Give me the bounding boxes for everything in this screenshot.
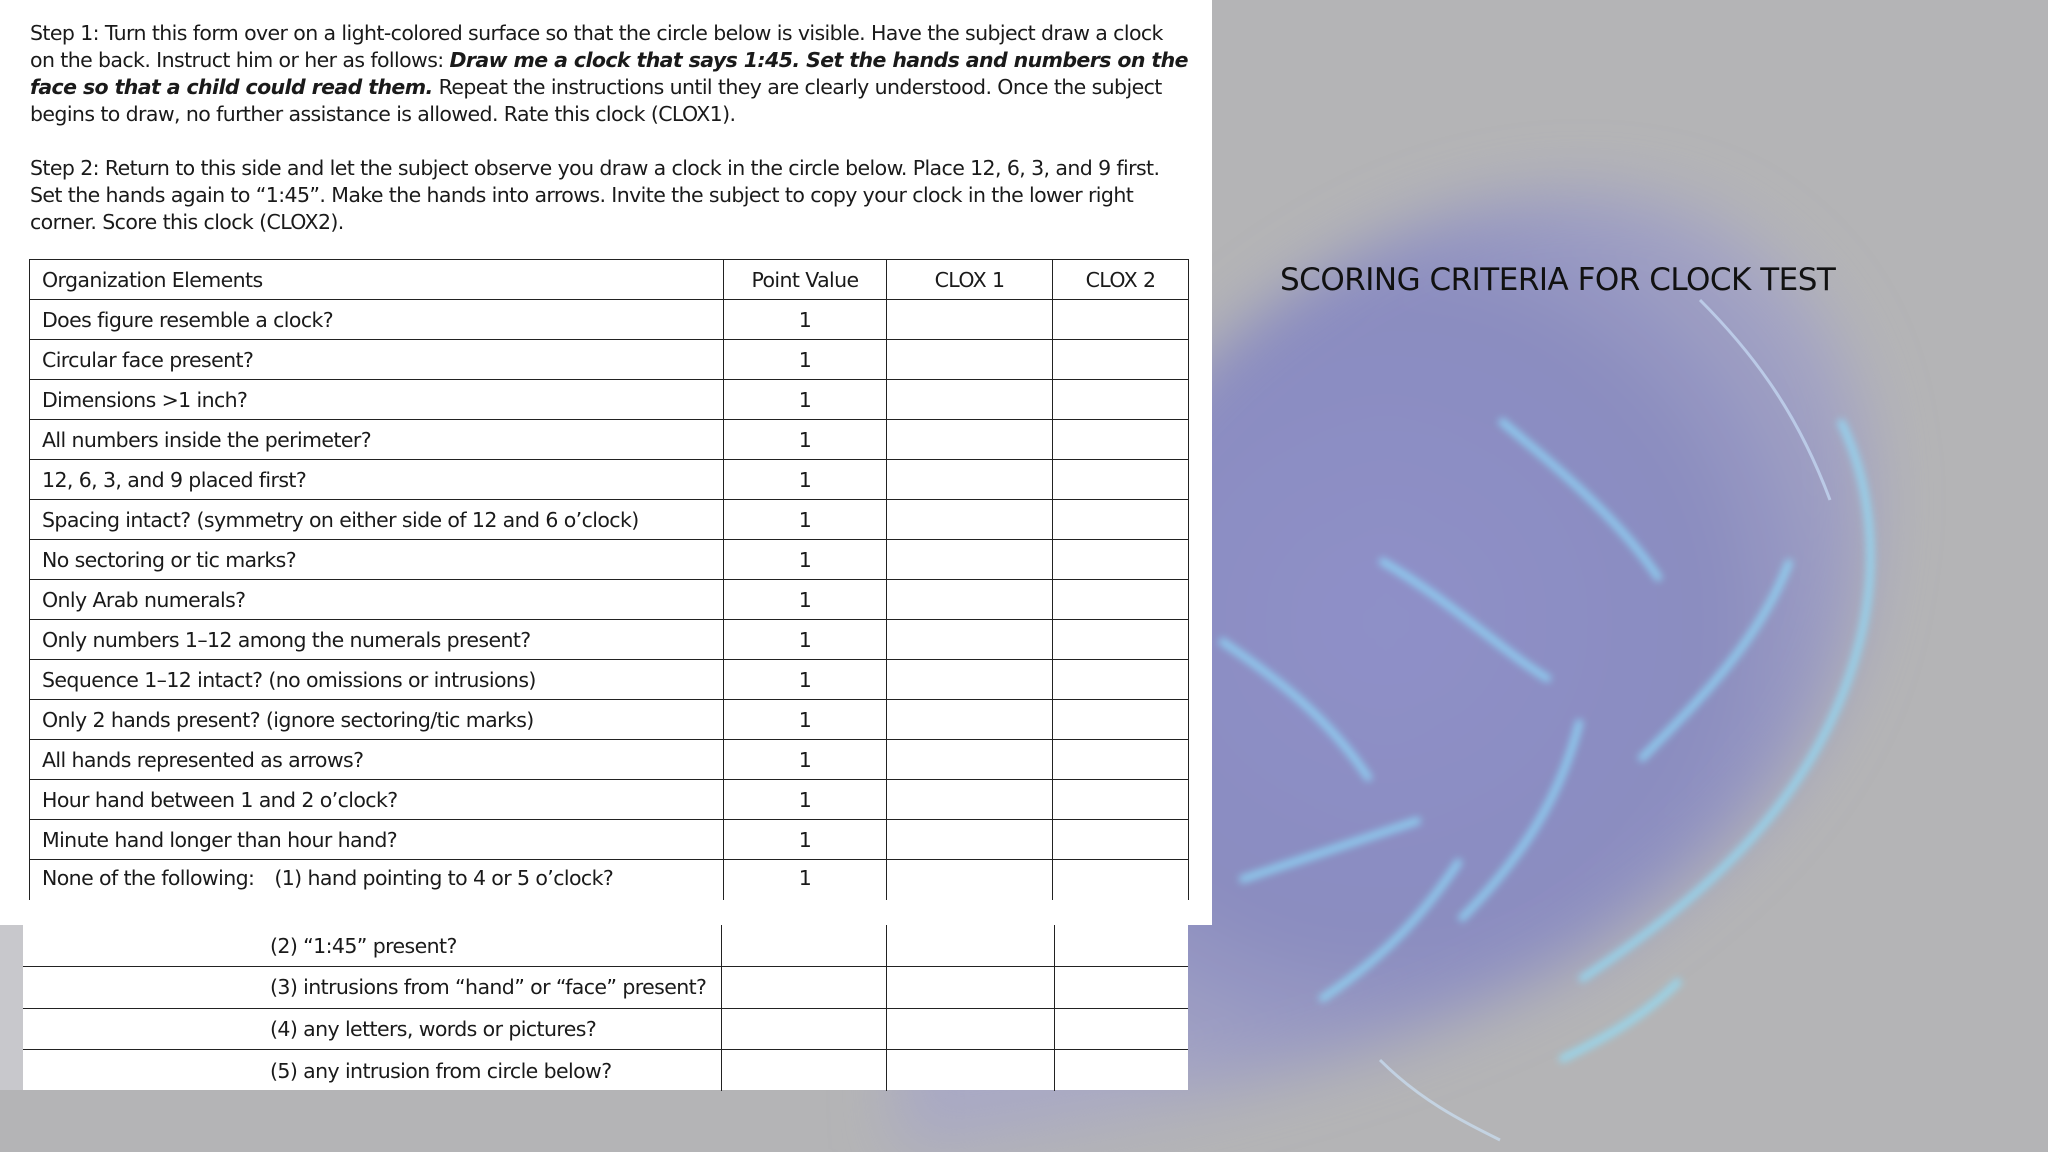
table-row bbox=[23, 1008, 1188, 1050]
table-row bbox=[30, 580, 1189, 620]
clox-1-score-cell[interactable] bbox=[887, 820, 1053, 860]
table-row bbox=[30, 380, 1189, 420]
organization-element: Circular face present? bbox=[30, 340, 724, 380]
clox-2-score-cell[interactable] bbox=[1053, 580, 1189, 620]
clox-1-score-cell[interactable] bbox=[887, 460, 1053, 500]
clox-1-score-cell[interactable] bbox=[887, 740, 1053, 780]
clox-2-score-cell[interactable] bbox=[1053, 700, 1189, 740]
none-prefix: None of the following: bbox=[42, 866, 255, 890]
organization-element: All numbers inside the perimeter? bbox=[30, 420, 724, 460]
point-value: 1 bbox=[724, 380, 887, 420]
clox-1-score-cell[interactable] bbox=[887, 300, 1053, 340]
organization-element: Hour hand between 1 and 2 o’clock? bbox=[30, 780, 724, 820]
step-1-emphasis: Draw me a clock that says 1:45. Set the hands and numbers on the face so that a child could read them. bbox=[30, 48, 1188, 99]
header-organization-elements: Organization Elements bbox=[30, 260, 724, 300]
clox-2-score-cell[interactable] bbox=[1053, 620, 1189, 660]
header-clox-1: CLOX 1 bbox=[887, 260, 1053, 300]
clox-2-score-cell[interactable] bbox=[1053, 460, 1189, 500]
organization-element: No sectoring or tic marks? bbox=[30, 540, 724, 580]
point-value: 1 bbox=[724, 540, 887, 580]
table-row bbox=[30, 500, 1189, 540]
table-row bbox=[30, 620, 1189, 660]
clox-1-score-cell[interactable] bbox=[886, 1050, 1054, 1092]
scoring-table bbox=[29, 259, 1189, 900]
point-value: 1 bbox=[724, 780, 887, 820]
clox-2-score-cell[interactable] bbox=[1053, 780, 1189, 820]
table-row bbox=[30, 740, 1189, 780]
organization-element bbox=[30, 860, 724, 900]
point-value bbox=[721, 967, 886, 1009]
clox-1-score-cell[interactable] bbox=[887, 540, 1053, 580]
point-value: 1 bbox=[724, 660, 887, 700]
point-value: 1 bbox=[724, 460, 887, 500]
none-of-following-subtable bbox=[23, 925, 1188, 1091]
clox-2-score-cell[interactable] bbox=[1053, 820, 1189, 860]
clox-1-score-cell[interactable] bbox=[886, 1008, 1054, 1050]
point-value: 1 bbox=[724, 820, 887, 860]
table-row bbox=[23, 1050, 1188, 1092]
organization-element: 12, 6, 3, and 9 placed first? bbox=[30, 460, 724, 500]
table-row bbox=[30, 700, 1189, 740]
table-row bbox=[30, 460, 1189, 500]
table-header-row bbox=[30, 260, 1189, 300]
none-item: (1) hand pointing to 4 or 5 o’clock? bbox=[274, 866, 614, 890]
clox-1-score-cell[interactable] bbox=[887, 380, 1053, 420]
point-value: 1 bbox=[724, 500, 887, 540]
clox-1-score-cell[interactable] bbox=[887, 500, 1053, 540]
step-2-instructions: Step 2: Return to this side and let the subject observe you draw a clock in the circle below. Place 12, 6, 3, and 9 first. Set the hands again to “1:45”. Make the hands into arrows. Invite the subject to copy your clock in the lower right corner. Score this clock (CLOX2). bbox=[30, 156, 1160, 234]
clox-2-score-cell[interactable] bbox=[1054, 925, 1188, 967]
clox-1-score-cell[interactable] bbox=[887, 620, 1053, 660]
table-row bbox=[30, 820, 1189, 860]
point-value: 1 bbox=[724, 420, 887, 460]
point-value bbox=[721, 1008, 886, 1050]
organization-element: Does figure resemble a clock? bbox=[30, 300, 724, 340]
table-row bbox=[30, 340, 1189, 380]
table-row bbox=[30, 300, 1189, 340]
header-point-value: Point Value bbox=[724, 260, 887, 300]
clox-1-score-cell[interactable] bbox=[887, 660, 1053, 700]
step-1-instructions bbox=[30, 20, 1190, 128]
table-row bbox=[30, 420, 1189, 460]
table-row-none-of-following bbox=[30, 860, 1189, 900]
clox-2-score-cell[interactable] bbox=[1054, 1008, 1188, 1050]
table-row bbox=[23, 967, 1188, 1009]
clox-1-score-cell[interactable] bbox=[887, 340, 1053, 380]
point-value: 1 bbox=[724, 300, 887, 340]
table-row bbox=[23, 925, 1188, 967]
clox-2-score-cell[interactable] bbox=[1054, 1050, 1188, 1092]
organization-element: Minute hand longer than hour hand? bbox=[30, 820, 724, 860]
none-item: (2) “1:45” present? bbox=[23, 925, 721, 967]
clox-1-score-cell[interactable] bbox=[886, 967, 1054, 1009]
clox-1-score-cell[interactable] bbox=[886, 925, 1054, 967]
clox-1-score-cell[interactable] bbox=[887, 700, 1053, 740]
table-row bbox=[30, 780, 1189, 820]
none-item: (5) any intrusion from circle below? bbox=[23, 1050, 721, 1092]
clox-1-score-cell[interactable] bbox=[887, 860, 1053, 900]
clox-2-score-cell[interactable] bbox=[1053, 380, 1189, 420]
instructions bbox=[30, 20, 1190, 263]
clox-1-score-cell[interactable] bbox=[887, 780, 1053, 820]
clox-1-score-cell[interactable] bbox=[887, 580, 1053, 620]
clox-2-score-cell[interactable] bbox=[1053, 660, 1189, 700]
organization-element: Only 2 hands present? (ignore sectoring/tic marks) bbox=[30, 700, 724, 740]
organization-element: Sequence 1–12 intact? (no omissions or intrusions) bbox=[30, 660, 724, 700]
clox-2-score-cell[interactable] bbox=[1053, 540, 1189, 580]
point-value: 1 bbox=[724, 340, 887, 380]
table-row bbox=[30, 540, 1189, 580]
organization-element: Only numbers 1–12 among the numerals present? bbox=[30, 620, 724, 660]
slide-title: SCORING CRITERIA FOR CLOCK TEST bbox=[1280, 262, 1836, 298]
point-value: 1 bbox=[724, 580, 887, 620]
none-item: (4) any letters, words or pictures? bbox=[23, 1008, 721, 1050]
point-value: 1 bbox=[724, 620, 887, 660]
clox-2-score-cell[interactable] bbox=[1053, 340, 1189, 380]
step-1-text: Step 1: Turn this form over on a light-colored surface so that the circle below is visible. Have the subject draw a clock on the back. Instruct him or her as follows: bbox=[30, 21, 1163, 72]
clox-2-score-cell[interactable] bbox=[1053, 300, 1189, 340]
point-value bbox=[721, 1050, 886, 1092]
none-item: (3) intrusions from “hand” or “face” present? bbox=[23, 967, 721, 1009]
organization-element: Dimensions >1 inch? bbox=[30, 380, 724, 420]
point-value: 1 bbox=[724, 700, 887, 740]
step-1-tail: Repeat the instructions until they are clearly understood. Once the subject begins to draw, no further assistance is allowed. Rate this clock (CLOX1). bbox=[30, 75, 1162, 126]
clox-1-score-cell[interactable] bbox=[887, 420, 1053, 460]
clox-2-score-cell[interactable] bbox=[1053, 420, 1189, 460]
clox-2-score-cell[interactable] bbox=[1053, 500, 1189, 540]
organization-element: All hands represented as arrows? bbox=[30, 740, 724, 780]
organization-element: Only Arab numerals? bbox=[30, 580, 724, 620]
point-value: 1 bbox=[724, 740, 887, 780]
table-row bbox=[30, 660, 1189, 700]
header-clox-2: CLOX 2 bbox=[1053, 260, 1189, 300]
clox-2-score-cell[interactable] bbox=[1054, 967, 1188, 1009]
clox-2-score-cell[interactable] bbox=[1053, 740, 1189, 780]
clox-2-score-cell[interactable] bbox=[1053, 860, 1189, 900]
organization-element: Spacing intact? (symmetry on either side of 12 and 6 o’clock) bbox=[30, 500, 724, 540]
point-value bbox=[721, 925, 886, 967]
point-value: 1 bbox=[724, 860, 887, 900]
